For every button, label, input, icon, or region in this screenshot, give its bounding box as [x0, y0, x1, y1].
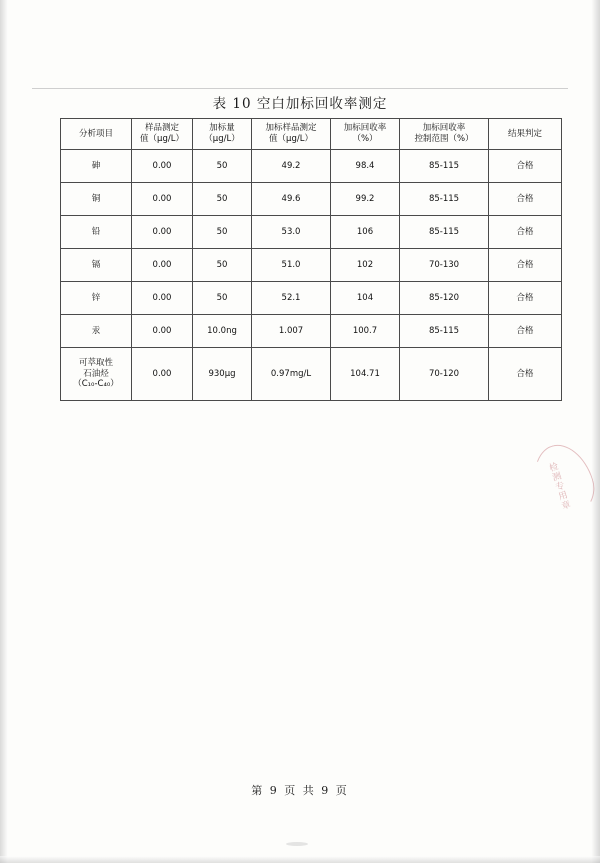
cell-sample-value: 0.00 — [132, 150, 193, 183]
cell-analysis-item: 铜 — [61, 183, 132, 216]
cell-control-range: 85-115 — [400, 216, 489, 249]
cell-analysis-item: 可萃取性 石油烃 （C₁₀-C₄₀） — [61, 348, 132, 401]
cell-control-range: 70-120 — [400, 348, 489, 401]
table-row — [61, 348, 562, 401]
cell-analysis-item: 镉 — [61, 249, 132, 282]
cell-sample-value: 0.00 — [132, 249, 193, 282]
cell-analysis-item: 铅 — [61, 216, 132, 249]
cell-recovery: 100.7 — [331, 315, 400, 348]
column-header-recovery: 加标回收率 （%） — [331, 119, 400, 150]
column-header-spike-amount: 加标量 （μg/L） — [193, 119, 252, 150]
table-row — [61, 183, 562, 216]
cell-spiked-value: 0.97mg/L — [252, 348, 331, 401]
cell-sample-value: 0.00 — [132, 348, 193, 401]
table-row — [61, 216, 562, 249]
cell-spike-amount: 930μg — [193, 348, 252, 401]
cell-recovery: 99.2 — [331, 183, 400, 216]
cell-spiked-value: 49.6 — [252, 183, 331, 216]
page-edge-right — [591, 0, 600, 863]
column-header-analysis-item: 分析项目 — [61, 119, 132, 150]
table-title: 表 10 空白加标回收率测定 — [212, 96, 388, 112]
seal-label: 检测专用章 — [546, 461, 572, 512]
cell-spiked-value: 53.0 — [252, 216, 331, 249]
table-row — [61, 249, 562, 282]
cell-recovery: 102 — [331, 249, 400, 282]
cell-judgement: 合格 — [489, 315, 562, 348]
cell-sample-value: 0.00 — [132, 183, 193, 216]
cell-sample-value: 0.00 — [132, 315, 193, 348]
cell-sample-value: 0.00 — [132, 216, 193, 249]
cell-judgement: 合格 — [489, 249, 562, 282]
cell-analysis-item: 汞 — [61, 315, 132, 348]
cell-spike-amount: 50 — [193, 282, 252, 315]
scan-smudge — [286, 842, 308, 846]
page-edge-bottom — [0, 856, 600, 863]
column-header-spiked-value: 加标样品测定 值（μg/L） — [252, 119, 331, 150]
cell-spike-amount: 50 — [193, 249, 252, 282]
cell-control-range: 85-115 — [400, 183, 489, 216]
cell-sample-value: 0.00 — [132, 282, 193, 315]
cell-judgement: 合格 — [489, 150, 562, 183]
cell-control-range: 85-120 — [400, 282, 489, 315]
page-footer: 第 9 页 共 9 页 — [251, 784, 349, 797]
recovery-rate-table — [60, 118, 562, 401]
column-header-control-range: 加标回收率 控制范围（%） — [400, 119, 489, 150]
column-header-sample-value: 样品测定 值（μg/L） — [132, 119, 193, 150]
cell-spike-amount: 10.0ng — [193, 315, 252, 348]
cell-recovery: 98.4 — [331, 150, 400, 183]
cell-judgement: 合格 — [489, 216, 562, 249]
cell-control-range: 85-115 — [400, 315, 489, 348]
cell-spiked-value: 51.0 — [252, 249, 331, 282]
page-edge-left — [0, 0, 8, 863]
cell-control-range: 70-130 — [400, 249, 489, 282]
header-divider — [32, 88, 568, 89]
official-seal-stamp — [524, 437, 600, 525]
table-row — [61, 150, 562, 183]
cell-analysis-item: 锌 — [61, 282, 132, 315]
cell-spiked-value: 49.2 — [252, 150, 331, 183]
cell-recovery: 106 — [331, 216, 400, 249]
cell-spike-amount: 50 — [193, 150, 252, 183]
table-row — [61, 282, 562, 315]
cell-judgement: 合格 — [489, 183, 562, 216]
cell-spiked-value: 1.007 — [252, 315, 331, 348]
table-row — [61, 315, 562, 348]
cell-spike-amount: 50 — [193, 216, 252, 249]
column-header-judgement: 结果判定 — [489, 119, 562, 150]
cell-recovery: 104.71 — [331, 348, 400, 401]
cell-spiked-value: 52.1 — [252, 282, 331, 315]
cell-control-range: 85-115 — [400, 150, 489, 183]
table-header-row — [61, 119, 562, 150]
cell-spike-amount: 50 — [193, 183, 252, 216]
cell-recovery: 104 — [331, 282, 400, 315]
cell-judgement: 合格 — [489, 348, 562, 401]
cell-judgement: 合格 — [489, 282, 562, 315]
cell-analysis-item: 砷 — [61, 150, 132, 183]
